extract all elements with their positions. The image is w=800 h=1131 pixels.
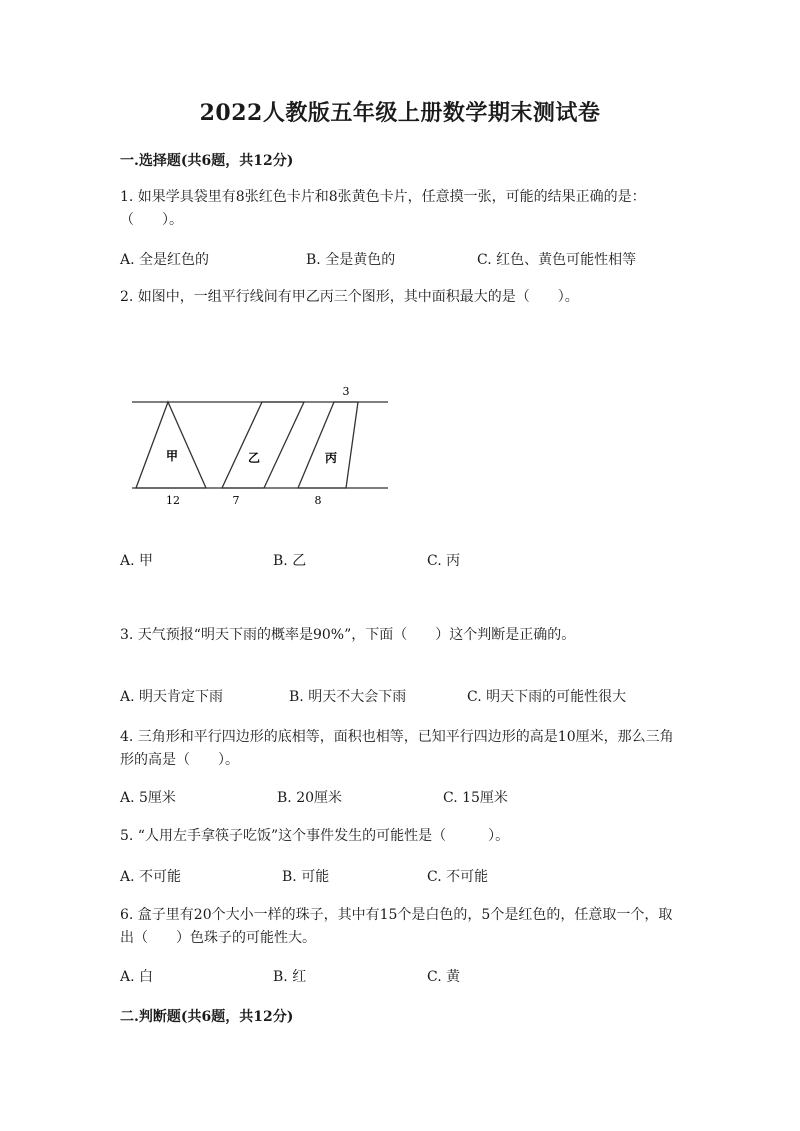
q5-option-c: C. 不可能	[427, 869, 489, 885]
q5-option-b: B. 可能	[282, 869, 330, 885]
q6-option-b: B. 红	[273, 969, 307, 985]
q1-option-a: A. 全是红色的	[120, 252, 210, 268]
page-title: 2022人教版五年级上册数学期末测试卷	[199, 100, 601, 126]
question-5: 5. “人用左手拿筷子吃饭”这个事件发生的可能性是（ ）。	[120, 828, 510, 844]
q3-option-c: C. 明天下雨的可能性很大	[467, 689, 627, 705]
q6-option-a: A. 白	[120, 969, 154, 985]
q4-option-b: B. 20厘米	[277, 790, 343, 806]
parallelogram-yi	[222, 402, 304, 488]
q3-option-a: A. 明天肯定下雨	[120, 689, 224, 705]
question-3: 3. 天气预报“明天下雨的概率是90%”，下面（ ）这个判断是正确的。	[120, 627, 576, 643]
trapezoid-bing	[298, 402, 358, 488]
q2-option-c: C. 丙	[427, 553, 461, 569]
q2-option-a: A. 甲	[120, 553, 154, 569]
q5-option-a: A. 不可能	[120, 869, 182, 885]
measure-12: 12	[166, 494, 180, 507]
q1-option-c: C. 红色、黄色可能性相等	[477, 252, 637, 268]
q6-option-c: C. 黄	[427, 969, 461, 985]
measure-8: 8	[314, 494, 322, 507]
label-bing: 丙	[324, 451, 338, 465]
triangle-jia	[136, 402, 206, 488]
q3-option-b: B. 明天不大会下雨	[289, 689, 407, 705]
q1-option-b: B. 全是黄色的	[306, 252, 396, 268]
question-6: 6. 盒子里有20个大小一样的珠子，其中有15个是白色的，5个是红色的，任意取一个，取出（ ）色珠子的可能性大。	[120, 907, 673, 946]
measure-7: 7	[232, 494, 240, 507]
section-heading-judgement: 二.判断题(共6题，共12分)	[120, 1009, 294, 1025]
measure-3: 3	[342, 385, 350, 398]
label-jia: 甲	[165, 449, 179, 463]
q4-option-c: C. 15厘米	[443, 790, 508, 806]
parallel-lines-figure	[120, 380, 400, 519]
q4-option-a: A. 5厘米	[120, 790, 176, 806]
q2-option-b: B. 乙	[273, 553, 307, 569]
question-4: 4. 三角形和平行四边形的底相等，面积也相等，已知平行四边形的高是10厘米，那么三角形的高是（ ）。	[120, 729, 674, 768]
section-heading-choice: 一.选择题(共6题，共12分)	[120, 153, 294, 169]
label-yi: 乙	[247, 451, 261, 465]
figure-svg	[120, 380, 400, 515]
question-2: 2. 如图中，一组平行线间有甲乙丙三个图形，其中面积最大的是（ ）。	[120, 289, 579, 305]
question-1: 1. 如果学具袋里有8张红色卡片和8张黄色卡片，任意摸一张，可能的结果正确的是：（ ）。	[120, 189, 646, 228]
